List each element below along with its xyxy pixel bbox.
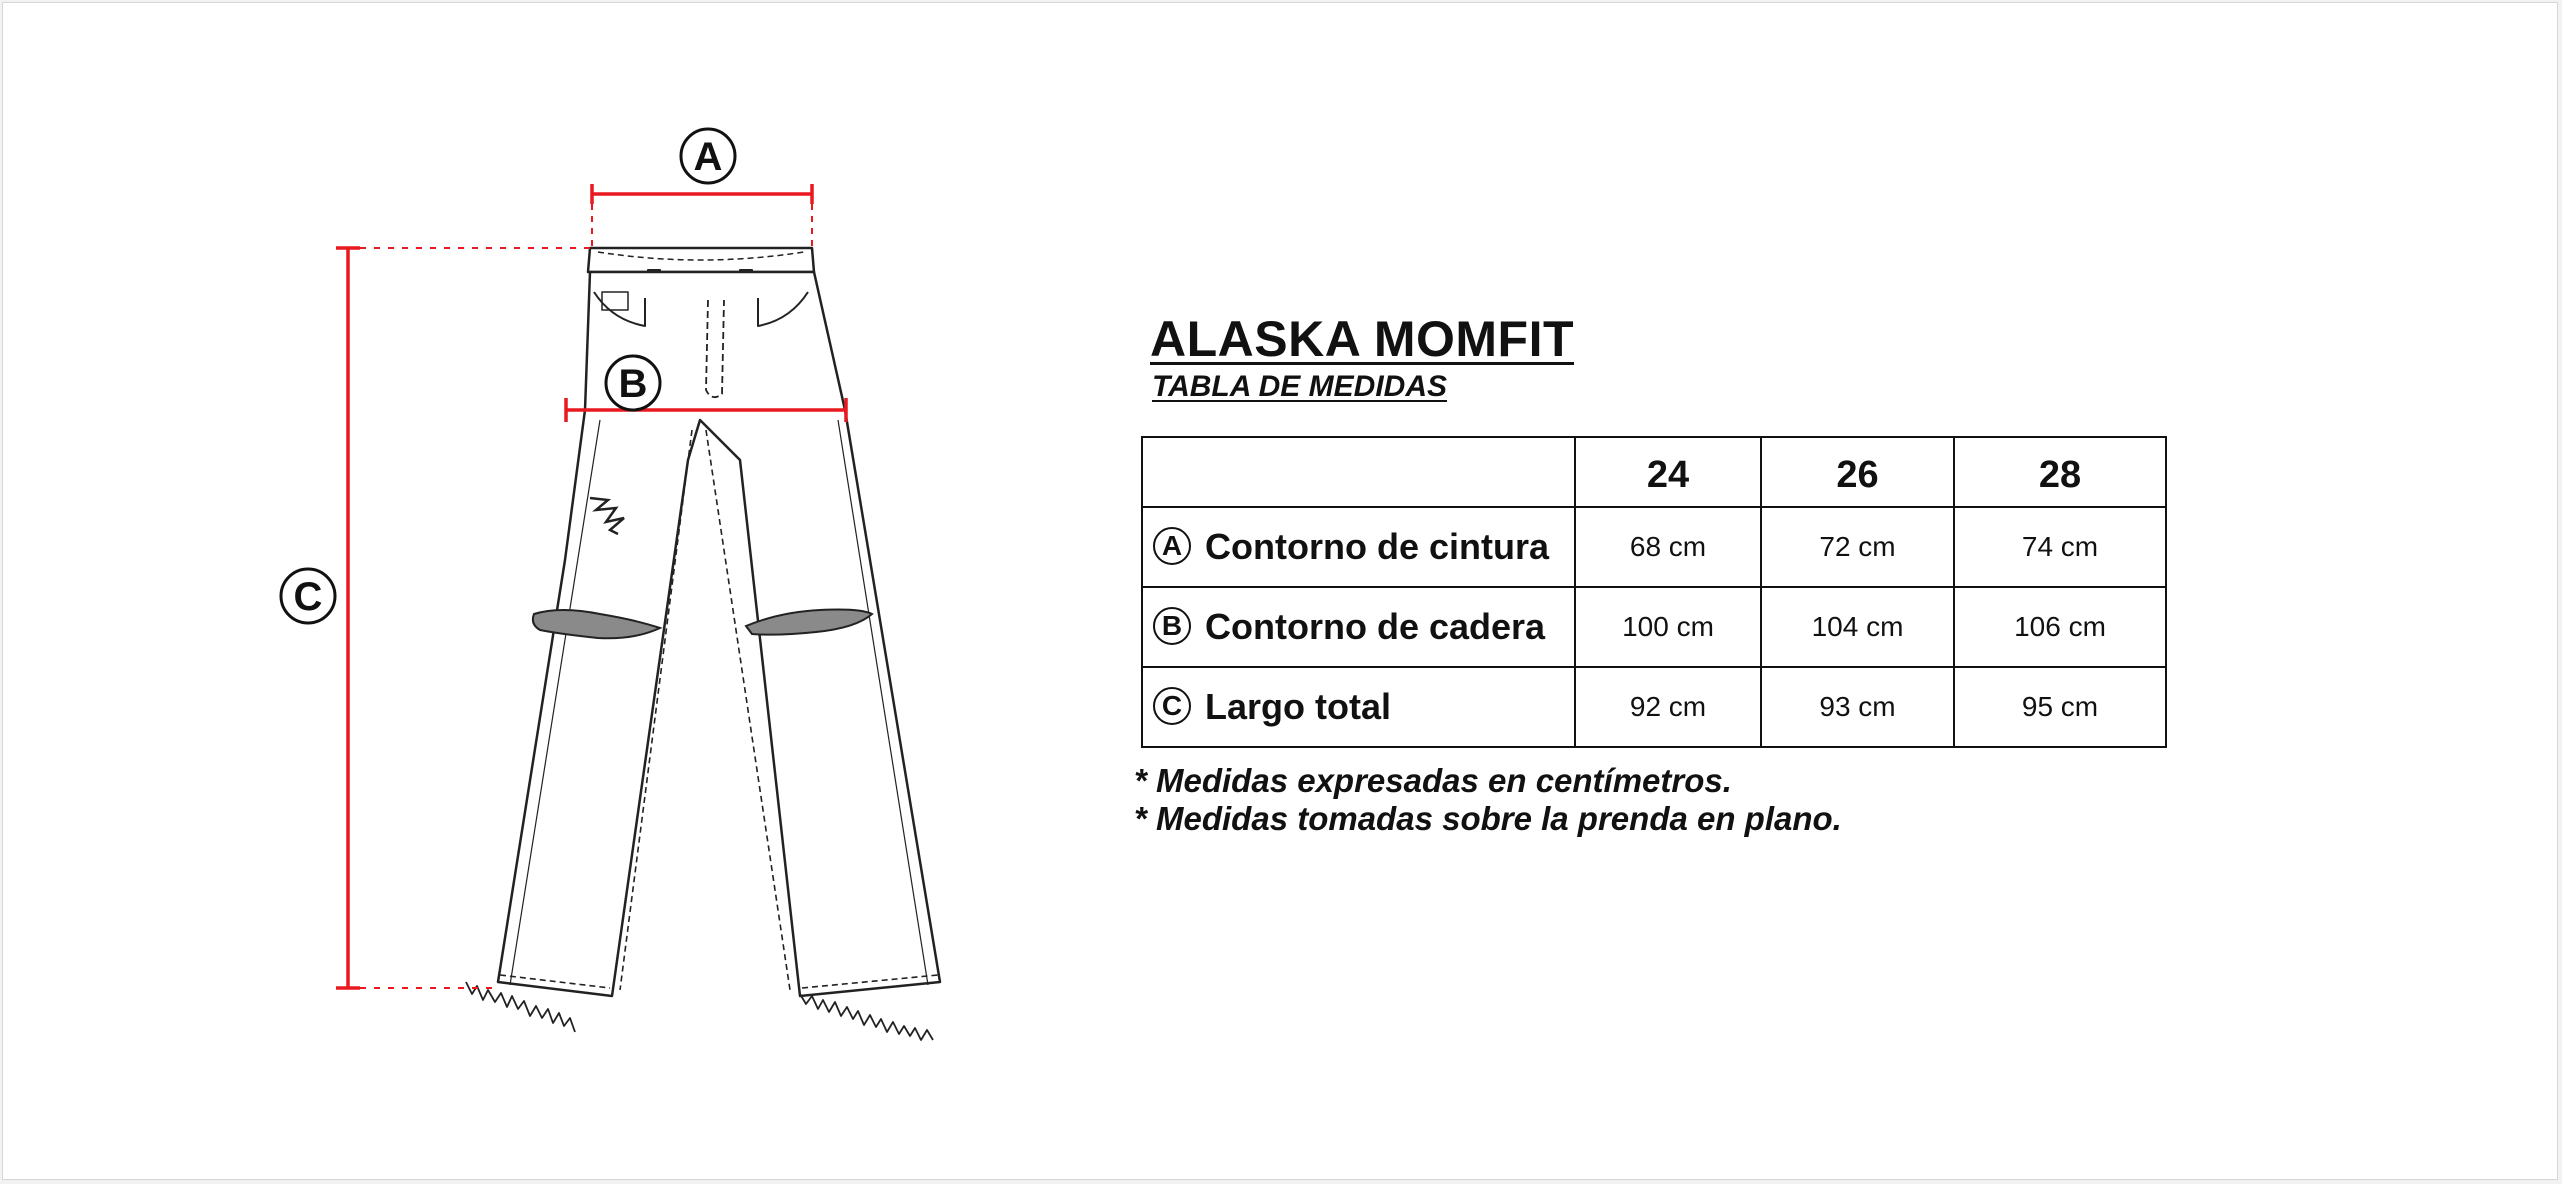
row-label [1142, 587, 1575, 667]
table-row-waist [1142, 507, 2166, 587]
table-row-hip [1142, 587, 2166, 667]
footnote: * Medidas expresadas en centímetros. [1134, 762, 1732, 799]
marker-b-badge: B [1153, 607, 1191, 645]
marker-b-letter: B [618, 362, 648, 406]
marker-c-badge: C [1153, 687, 1191, 725]
footnotes [1134, 762, 1842, 838]
row-label [1142, 507, 1575, 587]
row-label [1142, 667, 1575, 747]
measure-cell: 92 cm [1575, 667, 1761, 747]
measure-cell: 100 cm [1575, 587, 1761, 667]
marker-a [681, 129, 735, 183]
table-header-row [1142, 437, 2166, 507]
size-chart-table [1141, 436, 2167, 748]
marker-c [281, 569, 335, 623]
header-empty-cell [1142, 437, 1575, 507]
measure-cell: 72 cm [1761, 507, 1954, 587]
size-header: 28 [1954, 437, 2166, 507]
size-chart-subtitle: TABLA DE MEDIDAS [1152, 370, 1447, 403]
marker-c-letter: C [293, 575, 323, 619]
measure-cell: 68 cm [1575, 507, 1761, 587]
measure-cell: 93 cm [1761, 667, 1954, 747]
row-label-text: Contorno de cadera [1205, 605, 1546, 647]
pants-measurement-diagram [0, 0, 1100, 1184]
measure-cell: 74 cm [1954, 507, 2166, 587]
frayed-hem [800, 994, 933, 1040]
row-label-text: Contorno de cintura [1205, 525, 1549, 567]
size-header: 26 [1761, 437, 1954, 507]
marker-a-letter: A [693, 135, 723, 179]
measure-cell: 95 cm [1954, 667, 2166, 747]
measure-cell: 104 cm [1761, 587, 1954, 667]
size-header: 24 [1575, 437, 1761, 507]
product-title: ALASKA MOMFIT [1150, 311, 1575, 367]
footnote: * Medidas tomadas sobre la prenda en plano. [1134, 800, 1842, 837]
marker-b [606, 356, 660, 410]
jeans-sketch [466, 248, 940, 1040]
marker-a-badge: A [1153, 527, 1191, 565]
table-row-length [1142, 667, 2166, 747]
measure-a [592, 184, 812, 248]
measure-cell: 106 cm [1954, 587, 2166, 667]
row-label-text: Largo total [1205, 685, 1391, 727]
